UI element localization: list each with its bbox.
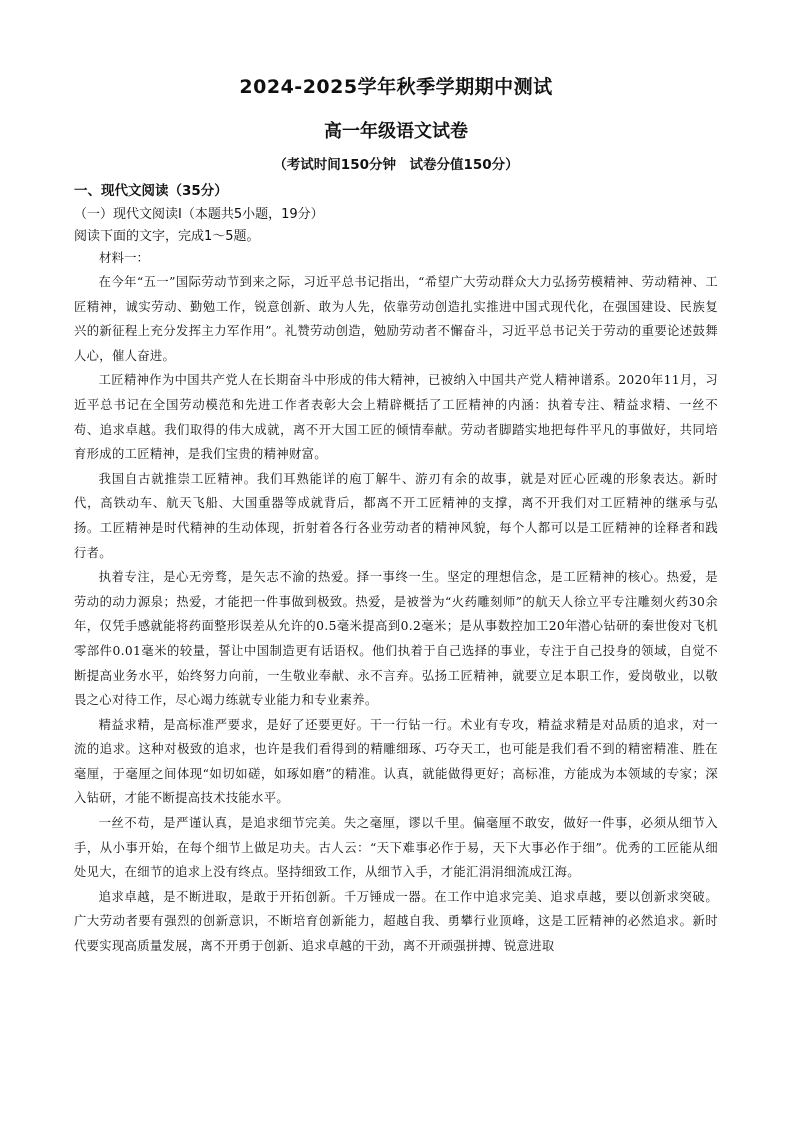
paragraph: 一丝不苟，是严谨认真，是追求细节完美。失之毫厘，谬以千里。偏毫厘不敢安，做好一件事，必须从细节入手，从小事开始，在每个细节上做足功夫。古人云：“天下难事必作于易，天下大事必作于细”。优秀的工匠能从细处见大，在细节的追求上没有终点。坚持细致工作，从细节入手，才能汇涓涓细流成江海。 xyxy=(74,816,718,880)
paragraph: 执着专注，是心无旁骛，是矢志不渝的热爱。择一事终一生。坚定的理想信念，是工匠精神的核心。热爱，是劳动的动力源泉；热爱，才能把一件事做到极致。热爱，是被誉为“火药雕刻师”的航天人徐立平专注雕刻火药30余年，仅凭手感就能将药面整形误差从允许的0.5毫米提高到0.2毫米；是从事数控加工20年潜心钻研的秦世俊对飞机零部件0.01毫米的较量，誓让中国制造更有话语权。他们执着于自己选择的事业，专注于自己投身的领域，自觉不断提高业务水平，始终努力向前，一生敬业奉献、永不言弃。弘扬工匠精神，就要立足本职工作，爱岗敬业，以敬畏之心对待工作，尽心竭力练就专业能力和专业素养。 xyxy=(74,570,718,708)
section-heading: 一、现代文阅读（35分） xyxy=(74,183,228,199)
subsection-heading: （一）现代文阅读Ⅰ（本题共5小题，19分） xyxy=(74,207,324,222)
material-label: 材料一： xyxy=(99,250,150,265)
paragraph: 工匠精神作为中国共产党人在长期奋斗中形成的伟大精神，已被纳入中国共产党人精神谱系。2020年11月，习近平总书记在全国劳动模范和先进工作者表彰大会上精辟概括了工匠精神的内涵：执着专注、精益求精、一丝不苟、追求卓越。我们取得的伟大成就，离不开大国工匠的倾情奉献。劳动者脚踏实地把每件平凡的事做好，共同培育形成的工匠精神，是我们宝贵的精神财富。 xyxy=(74,373,718,462)
paragraph: 追求卓越，是不断进取，是敢于开拓创新。千万锤成一器。在工作中追求完美、追求卓越，要以创新求突破。广大劳动者要有强烈的创新意识，不断培育创新能力，超越自我、勇攀行业顶峰，这是工匠精神的必然追求。新时代要实现高质量发展，离不开勇于创新、追求卓越的干劲，离不开顽强拼搏、锐意进取 xyxy=(74,889,718,954)
exam-time-score-info: （考试时间150分钟 试卷分值150分） xyxy=(273,157,519,173)
paragraph: 精益求精，是高标准严要求，是好了还要更好。干一行钻一行。术业有专攻，精益求精是对品质的追求，对一流的追求。这种对极致的追求，也许是我们看得到的精雕细琢、巧夺天工，也可能是我们看不到的精密精准、胜在毫厘，于毫厘之间体现“如切如磋，如琢如磨”的精准。认真，就能做得更好；高标准，方能成为本领域的专家；深入钻研，才能不断提高技术技能水平。 xyxy=(74,717,718,806)
paragraph: 我国自古就推崇工匠精神。我们耳熟能详的庖丁解牛、游刃有余的故事，就是对匠心匠魂的形象表达。新时代，高铁动车、航天飞船、大国重器等成就背后，都离不开工匠精神的支撑，离不开我们对工匠精神的继承与弘扬。工匠精神是时代精神的生动体现，折射着各行各业劳动者的精神风貌，每个人都可以是工匠精神的诠释者和践行者。 xyxy=(74,471,718,560)
reading-instruction: 阅读下面的文字，完成1～5题。 xyxy=(74,229,260,244)
paragraph: 在今年“五一”国际劳动节到来之际，习近平总书记指出，“希望广大劳动群众大力弘扬劳模精神、劳动精神、工匠精神，诚实劳动、勤勉工作，锐意创新、敢为人先，依靠劳动创造扎实推进中国式现代化，在强国建设、民族复兴的新征程上充分发挥主力军作用”。礼赞劳动创造，勉励劳动者不懈奋斗，习近平总书记关于劳动的重要论述鼓舞人心，催人奋进。 xyxy=(74,275,718,363)
exam-subtitle: 高一年级语文试卷 xyxy=(324,121,468,142)
exam-title: 2024-2025学年秋季学期期中测试 xyxy=(239,76,553,98)
